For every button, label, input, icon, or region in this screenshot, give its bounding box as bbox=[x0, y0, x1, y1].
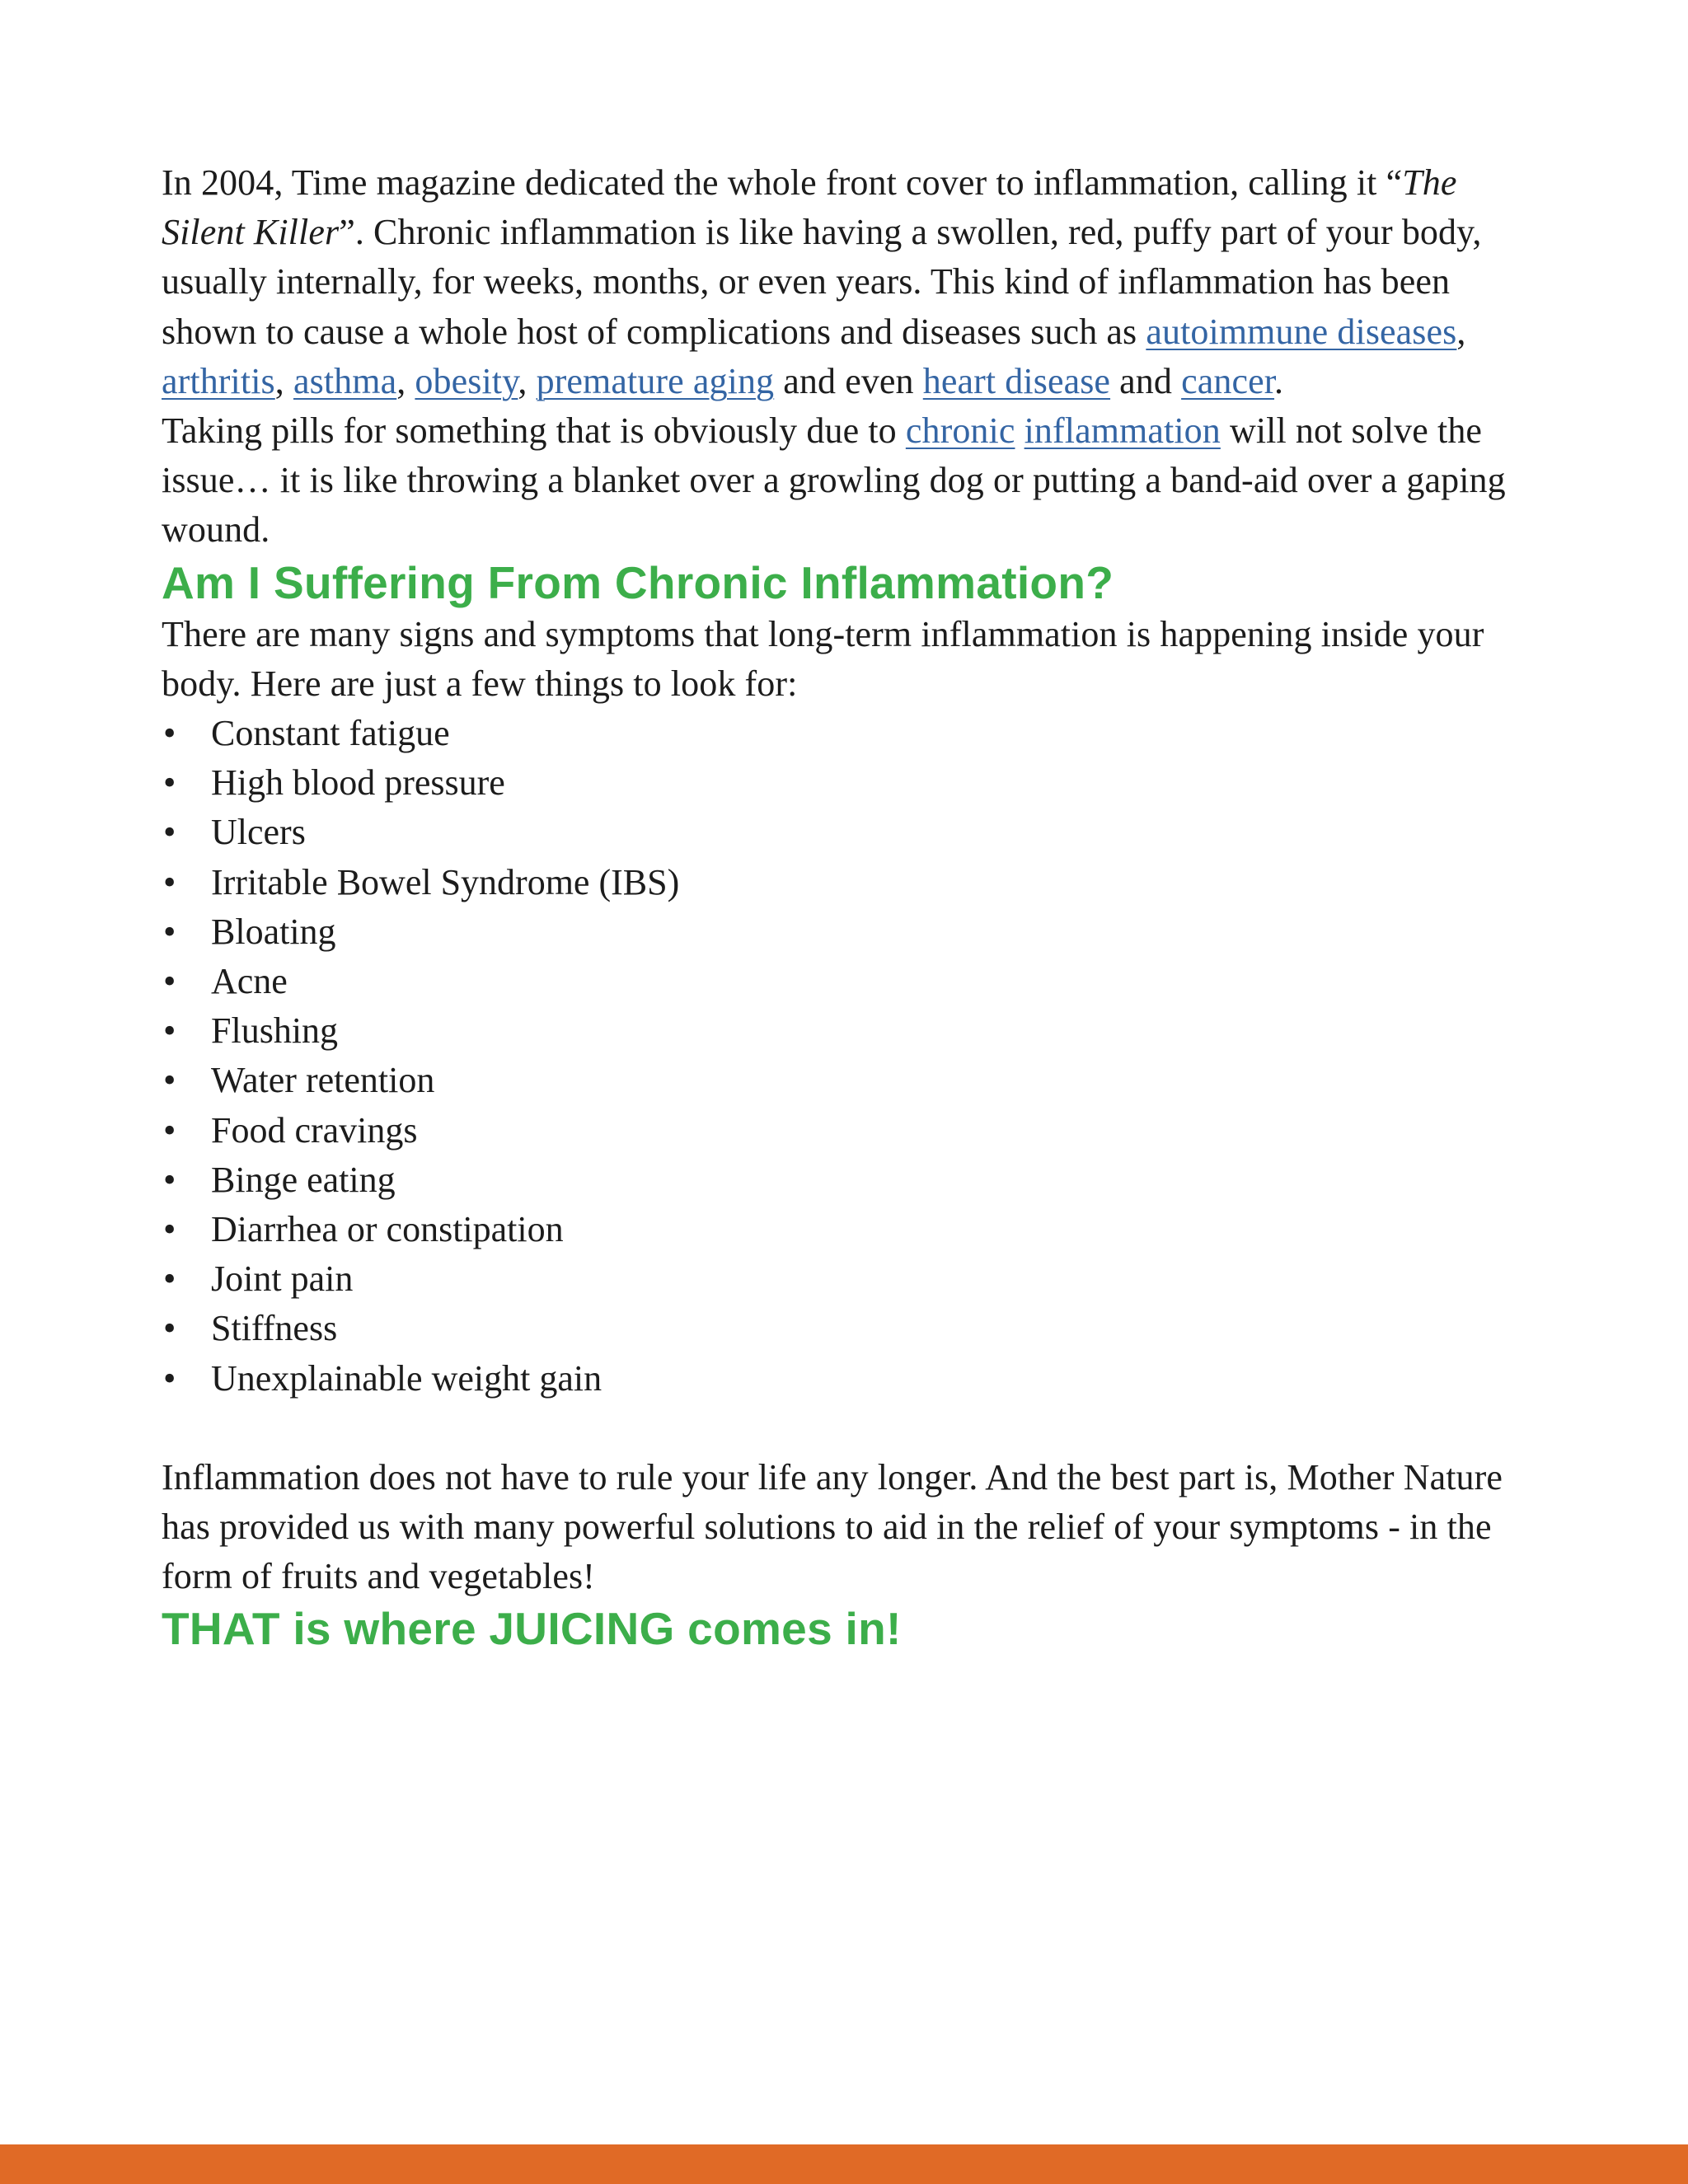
list-item-label: Binge eating bbox=[211, 1159, 396, 1200]
list-item bbox=[162, 1254, 1522, 1304]
bullet-icon: • bbox=[163, 961, 176, 1002]
list-item-label: Bloating bbox=[211, 911, 336, 952]
list-item bbox=[162, 808, 1522, 857]
bullet-icon: • bbox=[163, 1060, 176, 1101]
symptom-list bbox=[162, 709, 1522, 1404]
list-item bbox=[162, 709, 1522, 758]
bullet-icon: • bbox=[163, 713, 176, 754]
paragraph-time-magazine bbox=[162, 158, 1522, 406]
link-cancer[interactable]: cancer bbox=[1181, 360, 1275, 401]
bullet-icon: • bbox=[163, 911, 176, 952]
separator: , bbox=[396, 360, 415, 401]
list-item bbox=[162, 957, 1522, 1006]
link-autoimmune-diseases[interactable]: autoimmune diseases bbox=[1146, 311, 1457, 352]
footer-bar bbox=[0, 2144, 1688, 2184]
italic-title: The Silent Killer bbox=[162, 162, 1457, 253]
list-item-label: Acne bbox=[211, 961, 288, 1002]
list-item bbox=[162, 1106, 1522, 1155]
bullet-icon: • bbox=[163, 812, 176, 853]
list-item-label: Joint pain bbox=[211, 1258, 354, 1300]
list-item bbox=[162, 1304, 1522, 1353]
list-item-label: High blood pressure bbox=[211, 762, 505, 804]
list-item bbox=[162, 1155, 1522, 1205]
link-asthma[interactable]: asthma bbox=[293, 360, 397, 401]
bullet-icon: • bbox=[163, 1258, 176, 1300]
link-arthritis[interactable]: arthritis bbox=[162, 360, 275, 401]
text-span: In 2004, Time magazine dedicated the whole front cover to inflammation, calling it “ bbox=[162, 162, 1403, 203]
list-item-label: Irritable Bowel Syndrome (IBS) bbox=[211, 861, 680, 902]
link-chronic[interactable]: chronic bbox=[905, 410, 1015, 452]
bullet-icon: • bbox=[163, 762, 176, 804]
separator: , bbox=[1456, 311, 1466, 352]
list-item-label: Unexplainable weight gain bbox=[211, 1357, 603, 1399]
separator bbox=[1015, 410, 1024, 451]
list-item-label: Food cravings bbox=[211, 1109, 418, 1151]
paragraph-signs-symptoms: There are many signs and symptoms that long-term inflammation is happening inside your body. Here are just a few things to look for: bbox=[162, 613, 1484, 704]
link-obesity[interactable]: obesity bbox=[415, 360, 518, 401]
list-item bbox=[162, 1354, 1522, 1404]
separator: , bbox=[274, 360, 293, 401]
text-span: and bbox=[1110, 360, 1182, 401]
text-span: . bbox=[1274, 360, 1284, 401]
bullet-icon: • bbox=[163, 1010, 176, 1052]
link-premature-aging[interactable]: premature aging bbox=[536, 360, 775, 401]
text-span: Taking pills for something that is obviously due to bbox=[162, 410, 906, 452]
list-item bbox=[162, 1205, 1522, 1254]
bullet-icon: • bbox=[163, 1209, 176, 1250]
paragraph-mother-nature: Inflammation does not have to rule your life any longer. And the best part is, Mother Nature has provided us with many powerful solutions to aid in the relief of your symptoms - in the form of fruits and vegetables! bbox=[162, 1456, 1503, 1597]
list-item bbox=[162, 907, 1522, 957]
article-content bbox=[162, 158, 1522, 1656]
list-item-label: Ulcers bbox=[211, 812, 306, 853]
list-item bbox=[162, 1056, 1522, 1105]
bullet-icon: • bbox=[163, 861, 176, 902]
bullet-icon: • bbox=[163, 1159, 176, 1200]
list-item-label: Stiffness bbox=[211, 1308, 338, 1349]
list-item bbox=[162, 1006, 1522, 1056]
list-item bbox=[162, 858, 1522, 907]
bullet-icon: • bbox=[163, 1308, 176, 1349]
list-item bbox=[162, 758, 1522, 808]
heading-suffering: Am I Suffering From Chronic Inflammation? bbox=[162, 556, 1114, 608]
link-heart-disease[interactable]: heart disease bbox=[922, 360, 1111, 401]
list-item-label: Flushing bbox=[211, 1010, 339, 1052]
list-item-label: Constant fatigue bbox=[211, 713, 450, 754]
text-span: ”. Chronic inflammation is like having a swollen, red, puffy part of your body, usually internally, for weeks, months, or even years. This kind of inflammation has been shown to cause a whole host of complications and diseases such as bbox=[162, 212, 1482, 352]
separator: , bbox=[518, 360, 537, 401]
text-span: will not solve the issue… it is like throwing a blanket over a growling dog or putting a band-aid over a gaping wound. bbox=[162, 410, 1506, 551]
bullet-icon: • bbox=[163, 1109, 176, 1151]
paragraph-taking-pills bbox=[162, 406, 1522, 555]
text-span: and even bbox=[774, 360, 923, 401]
list-item-label: Water retention bbox=[211, 1060, 435, 1101]
heading-juicing: THAT is where JUICING comes in! bbox=[162, 1603, 902, 1655]
bullet-icon: • bbox=[163, 1357, 176, 1399]
list-item-label: Diarrhea or constipation bbox=[211, 1209, 564, 1250]
link-inflammation[interactable]: inflammation bbox=[1024, 410, 1221, 452]
